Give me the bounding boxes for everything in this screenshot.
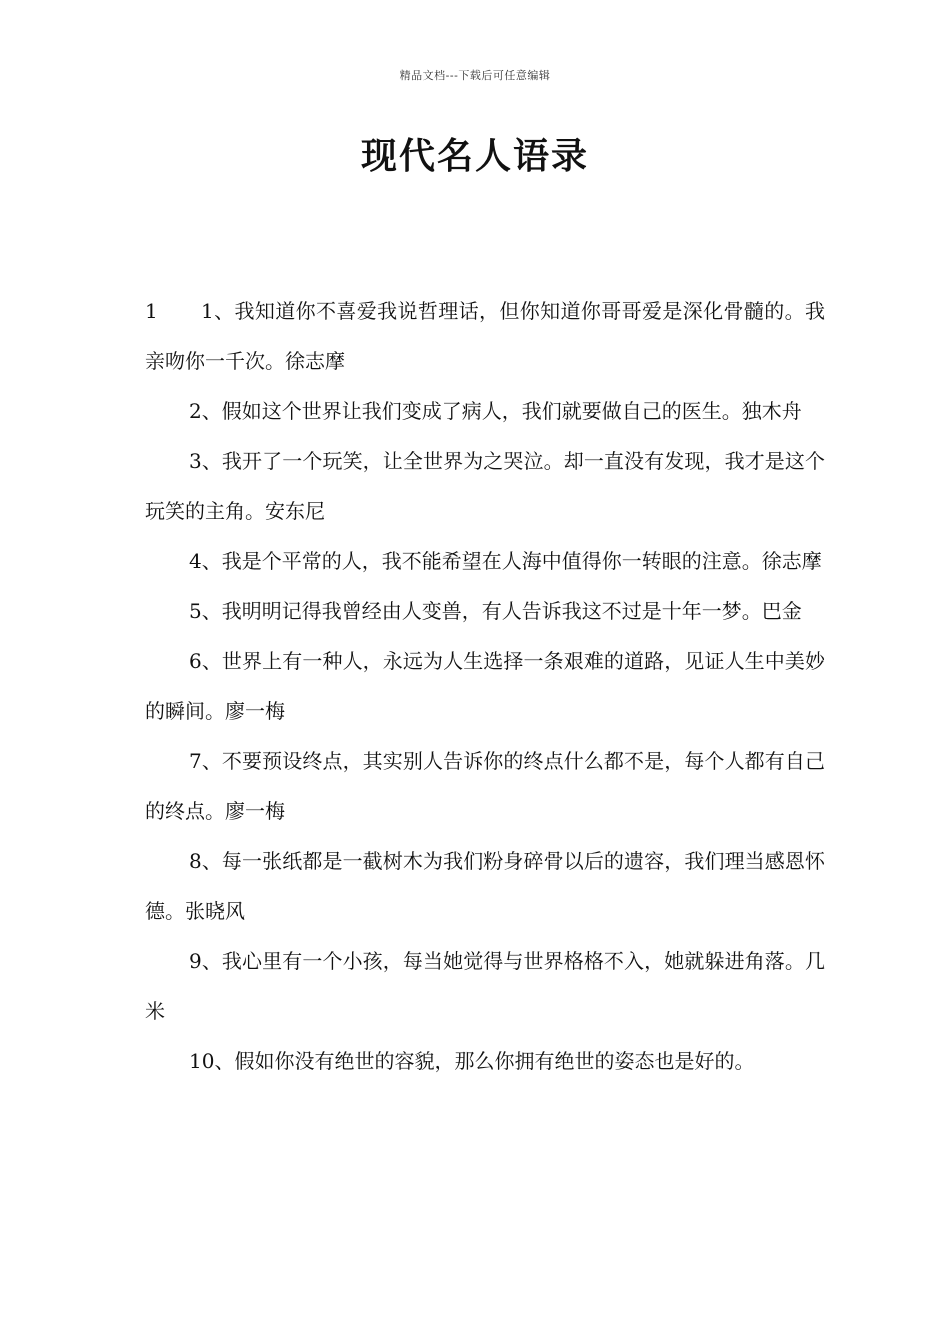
quote-item: 9、我心里有一个小孩，每当她觉得与世界格格不入，她就躲进角落。几米 [145,949,825,1023]
quote-item: 4、我是个平常的人，我不能希望在人海中值得你一转眼的注意。徐志摩 [189,549,822,573]
quote-text: 1、我知道你不喜爱我说哲理话，但你知道你哥哥爱是深化骨髓的。我亲吻你一千次。徐志摩 [145,299,825,373]
page-title: 现代名人语录 [360,136,589,177]
quote-item: 5、我明明记得我曾经由人变兽，有人告诉我这不过是十年一梦。巴金 [189,599,802,623]
page-header-note: 精品文档---下载后可任意编辑 [399,69,551,82]
quote-item: 8、每一张纸都是一截树木为我们粉身碎骨以后的遗容，我们理当感恩怀德。张晓风 [145,849,825,923]
quote-item: 3、我开了一个玩笑，让全世界为之哭泣。却一直没有发现，我才是这个玩笑的主角。安东尼 [145,449,825,523]
quote-item [145,286,825,386]
quote-item: 2、假如这个世界让我们变成了病人，我们就要做自己的医生。独木舟 [189,399,802,423]
quote-item: 10、假如你没有绝世的容貌，那么你拥有绝世的姿态也是好的。 [189,1049,755,1073]
quote-list [145,286,825,1086]
quote-item: 6、世界上有一种人，永远为人生选择一条艰难的道路，见证人生中美妙的瞬间。廖一梅 [145,649,825,723]
list-marker: 1 [145,299,158,323]
quote-item: 7、不要预设终点，其实别人告诉你的终点什么都不是，每个人都有自己的终点。廖一梅 [145,749,825,823]
